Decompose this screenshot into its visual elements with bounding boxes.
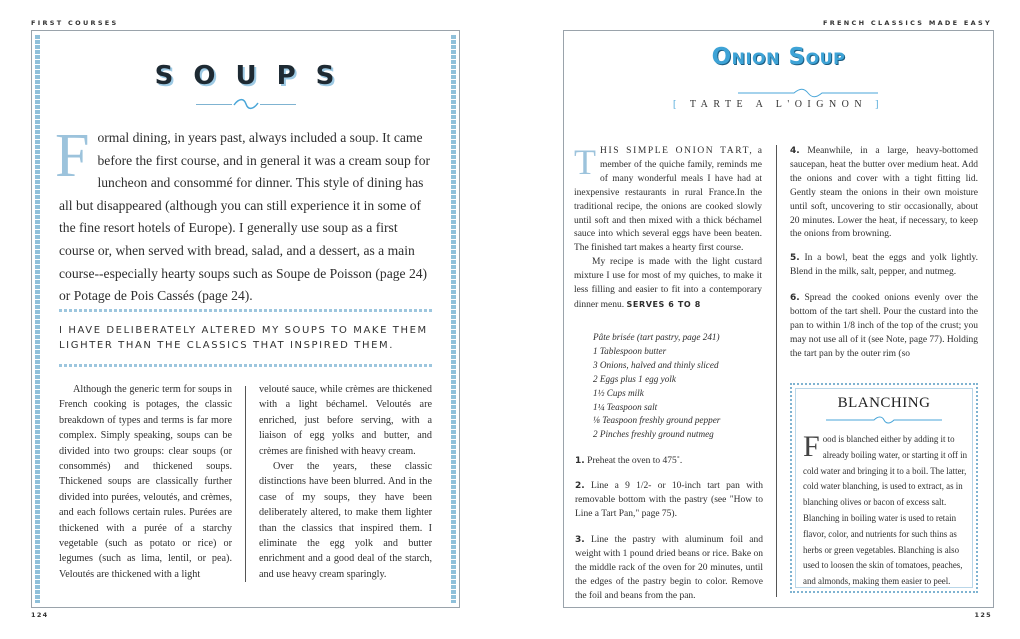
- recipe-step-2: 2. Line a 9 1/2- or 10-inch tart pan with removable bottom with the pastry (see "How to Line a Tart Pan," page 75).: [575, 481, 763, 519]
- swirl-icon: [232, 96, 260, 112]
- recipe-step-1: 1. Preheat the oven to 475˚.: [575, 456, 683, 466]
- recipe-title: Onion Soup: [711, 44, 846, 70]
- ingredient-item: ⅛ Teaspoon freshly ground pepper: [593, 415, 721, 426]
- serves-count: SERVES 6 TO 8: [626, 299, 701, 309]
- drop-cap: F: [803, 430, 820, 463]
- page-number-left: 124: [31, 611, 49, 619]
- recipe-step-4: 4. Meanwhile, in a large, heavy-bottomed saucepan, heat the butter over medium heat. Add the onions and cover with a tight fitting lid. Gently steam the onions in their own moisture until soft, uncovering to stir occasionally, about 20 minutes. Lower the heat, if necessary, to keep the onions from browning.: [790, 146, 978, 240]
- decorative-border-right: [451, 35, 456, 603]
- recipe-intro: THIS SIMPLE ONION TART, a member of the quiche family, reminds me of many wonderful meals I have had at inexpensive restaurants in rural France.In the traditional recipe, the onions are cooked slowly until soft and then mixed with a thick béchamel sauce into which several eggs have been beaten. The finished tart makes a hearty first course. My recipe is made with the light custard mixture I use for most of my quiches, to make it less filling and easier to fit into a contemporary dinner menu. SERVES 6 TO 8: [574, 142, 762, 310]
- swirl-icon: [826, 415, 942, 425]
- ingredient-item: 1 Tablespoon butter: [593, 345, 667, 356]
- column-rule: [245, 386, 246, 582]
- decorative-border-left: [35, 35, 40, 603]
- flourish-divider: [196, 96, 296, 112]
- flourish-divider-right: [738, 86, 878, 98]
- recipe-subtitle: [ TARTE A L'OIGNON ]: [673, 99, 884, 110]
- running-header-left: FIRST COURSES: [31, 19, 119, 27]
- sidebar-title: BLANCHING: [837, 395, 931, 411]
- body-column-2-p1: velouté sauce, while crèmes are thickened with a light béchamel. Veloutés are enriched, just before serving, with a liaison of egg yolks and butter, and crèmes are finished with heavy cream.: [259, 384, 432, 457]
- ingredient-item: 2 Eggs plus 1 egg yolk: [593, 373, 676, 384]
- swirl-icon: [738, 87, 878, 99]
- page-number-right: 125: [974, 611, 992, 619]
- page-title: SOUPS: [154, 61, 355, 91]
- body-column-2-p2: Over the years, these classic distinctions have been blurred. And in the case of my soups, they have been deliberately altered, to make them lighter than the classics that inspired them. I eliminate the egg yolk and butter enrichment and a good deal of the starch, and use heavy cream sparingly.: [259, 461, 432, 580]
- wave-divider-top: [59, 309, 432, 312]
- ingredient-item: Pâte brisée (tart pastry, page 241): [593, 332, 720, 342]
- drop-cap: T: [574, 142, 596, 182]
- ingredient-item: 2 Pinches freshly ground nutmeg: [593, 429, 714, 440]
- sidebar-text: Food is blanched either by adding it to already boiling water, or starting it off in cold water and bringing it to a boil. The latter, cold water blanching, is used to extract, as in blanching olives or bacon of excess salt. Blanching in boiling water is used to retain flavor, color, and nutrients for such thins as herbs or green vegetables. Blanching is also used to loosen the skin of tomatoes, peaches, and almonds, making them easier to peel.: [803, 430, 968, 587]
- body-column-2: [259, 382, 432, 582]
- recipe-step-5: 5. In a bowl, beat the eggs and yolk lightly. Blend in the milk, salt, pepper, and nutmeg.: [790, 253, 978, 277]
- ingredient-item: 1¼ Teaspoon salt: [593, 401, 658, 412]
- running-header-right: FRENCH CLASSICS MADE EASY: [822, 19, 992, 27]
- column-rule: [776, 145, 777, 597]
- pull-quote: I HAVE DELIBERATELY ALTERED MY SOUPS TO MAKE THEM LIGHTER THAN THE CLASSICS THAT INSPIRED THEM.: [59, 325, 428, 351]
- ingredient-item: 1½ Cups milk: [593, 387, 644, 398]
- recipe-step-3: 3. Line the pastry with aluminum foil and weight with 1 pound dried beans or rice. Bake on the middle rack of the oven for 20 minutes, until the edges of the pastry begin to color. Remove the foil and beans from the pan.: [575, 535, 763, 601]
- body-column-1: Although the generic term for soups in French cooking is potages, the classic breakdown of types and terms is far more complex. Simply speaking, soups can be divided into two groups: clear soups (or consommés) and thickened soups. Thickened soups are classically further divided into purées, veloutés, and crèmes, and each follows certain rules. Purées are thickened with a purée of a starchy vegetable (such as potato or rice) or legumes (such as lima, lentil, or pea). Veloutés are thickened with a light: [59, 384, 232, 580]
- wave-divider-bottom: [59, 364, 432, 367]
- ingredient-list: [593, 331, 768, 442]
- recipe-step-6: 6. Spread the cooked onions evenly over the bottom of the tart shell. Pour the custard into the pan to within 1/8 inch of the top of the crust; you may not use all of it (see Note, page 77). Holding the tart pan by the outer rim (so: [790, 293, 978, 359]
- drop-cap: F: [55, 122, 90, 190]
- ingredient-item: 3 Onions, halved and thinly sliced: [593, 359, 719, 370]
- intro-paragraph: Formal dining, in years past, always included a soup. It came before the first course, and in general it was a cream soup for luncheon and consommé for dinner. This style of dining has all but disappeared (although you can still experience it in some of the fine resort hotels of Europe). I generally use soup as a first course or, when served with bread, salad, and a dessert, as a main course--especially hearty soups such as Soupe de Poisson (page 24) or Potage de Pois Cassés (page 24).: [55, 122, 431, 304]
- sidebar-box: [790, 383, 978, 593]
